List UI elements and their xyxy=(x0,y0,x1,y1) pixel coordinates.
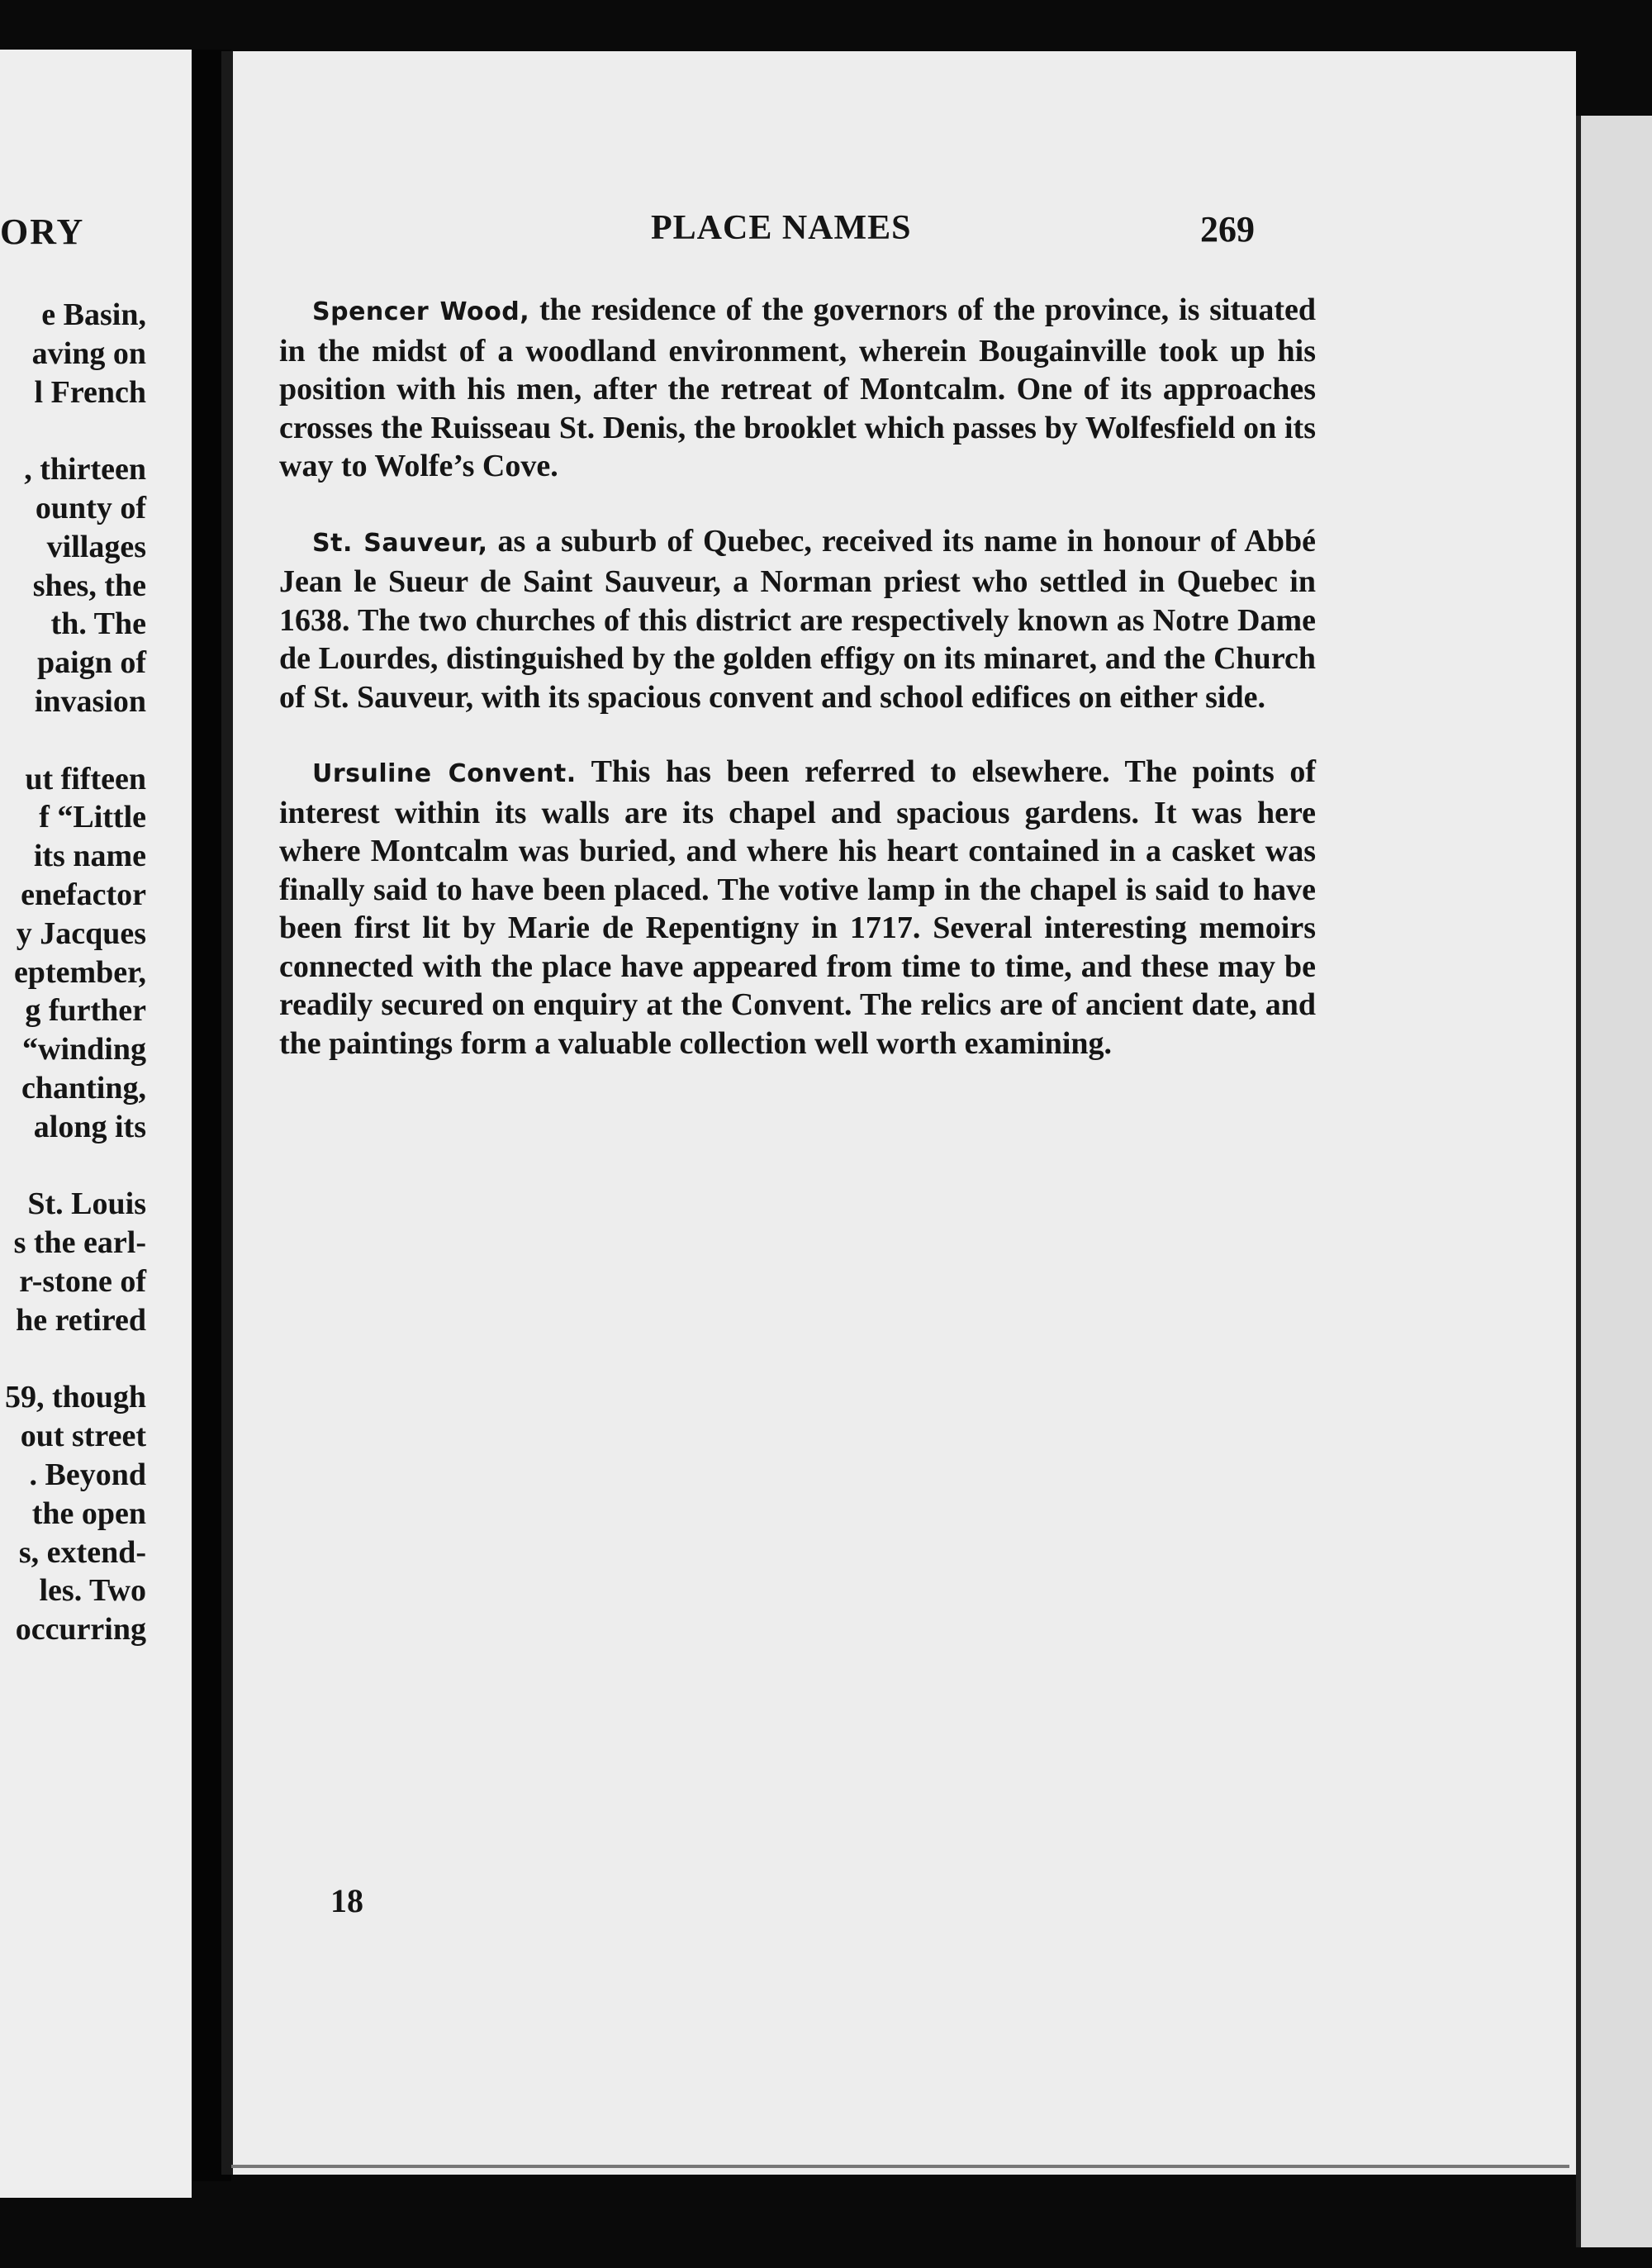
previous-page-line: he retired xyxy=(16,1302,146,1338)
previous-page-line: paign of xyxy=(37,645,146,681)
previous-page-line: ounty of xyxy=(35,491,146,525)
entry-term: Spencer Wood, xyxy=(312,297,530,326)
entry-term: Ursuline Convent. xyxy=(312,759,577,788)
previous-page-line: out street xyxy=(20,1419,146,1454)
entry-text: as a suburb of Quebec, received its name in honour of Abbé Jean le Sueur de Saint Sauveur, a Norman priest who settled in Quebec in 1638. The two churches of this district are respectively known as Notre Dame de Lourdes, distinguished by the golden effigy on its minaret, and the Church of St. Sauveur, with its spacious convent and school edifices on either side. xyxy=(279,523,1316,715)
previous-page-line: th. The xyxy=(50,606,146,642)
entry-text: This has been referred to elsewhere. The points of interest within its walls are its chapel and spacious gardens. It was here where Montcalm was buried, and where his heart contained in a casket was finally said to have been placed. The votive lamp in the chapel is said to have been first lit by Marie de Repentigny in 1717. Several interesting memoirs connected with the place have appeared from time to time, and these may be readily secured on enquiry at the Convent. The relics are of ancient date, and the paintings form a valuable collection well worth examining. xyxy=(279,754,1316,1061)
previous-page-line: enefactor xyxy=(21,877,146,912)
previous-page-line: St. Louis xyxy=(27,1186,146,1222)
previous-page-line: e Basin, xyxy=(41,297,146,332)
previous-page-line: les. Two xyxy=(39,1573,146,1609)
entry-ursuline-convent xyxy=(279,753,1316,1063)
previous-page-line: f “Little xyxy=(39,800,146,835)
previous-page-fragment xyxy=(0,50,192,2198)
entry-spencer-wood xyxy=(279,291,1316,486)
previous-page-line: r-stone of xyxy=(19,1264,146,1299)
previous-page-line: y Jacques xyxy=(16,915,146,951)
previous-page-line: shes, the xyxy=(32,568,146,603)
previous-page-line: g further xyxy=(25,993,146,1029)
entry-st-sauveur xyxy=(279,522,1316,717)
page-number: 269 xyxy=(1200,209,1255,250)
previous-page-line: s the earl- xyxy=(13,1225,146,1261)
entry-term: St. Sauveur, xyxy=(312,528,488,558)
previous-page-line: villages xyxy=(46,529,146,564)
previous-page-header: ORY xyxy=(0,212,85,252)
previous-page-line: “winding xyxy=(22,1032,146,1067)
previous-page-line: its name xyxy=(33,839,146,874)
previous-page-line: the open xyxy=(31,1495,146,1531)
previous-page-line: s, extend- xyxy=(18,1534,146,1570)
previous-page-line: invasion xyxy=(34,684,146,719)
previous-page-line: chanting, xyxy=(21,1071,146,1105)
entry-text: the residence of the governors of the province, is situated in the midst of a woodland environment, wherein Bougainville took up his position with his men, after the retreat of Montcalm. One of its approaches crosses the Ruisseau St. Denis, the brooklet which passes by Wolfesfield on its way to Wolfe’s Cove. xyxy=(279,292,1316,483)
page-header xyxy=(221,208,1576,258)
previous-page-line: along its xyxy=(33,1109,146,1144)
previous-page-line: , thirteen xyxy=(24,452,146,487)
previous-page-line: occurring xyxy=(15,1612,146,1648)
previous-page-line: l French xyxy=(34,374,146,410)
page-edge xyxy=(1576,116,1652,2247)
previous-page-line: eptember, xyxy=(13,954,146,990)
page-bottom-edge xyxy=(231,2165,1569,2168)
previous-page-line: 59, though xyxy=(4,1380,146,1415)
running-head: PLACE NAMES xyxy=(651,209,912,247)
body-text xyxy=(279,291,1316,1099)
previous-page-line: . Beyond xyxy=(29,1457,146,1492)
previous-page-line: ut fifteen xyxy=(25,761,146,796)
signature-mark: 18 xyxy=(330,1882,363,1919)
previous-page-line: aving on xyxy=(31,335,146,371)
page-269 xyxy=(221,51,1576,2175)
